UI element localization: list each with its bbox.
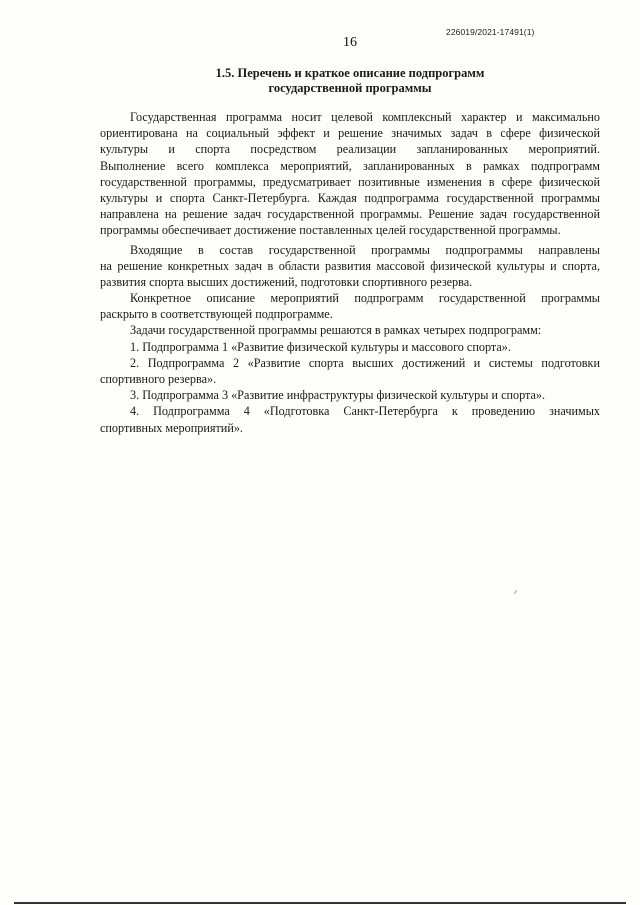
paragraph-2-line: развития спорта высших достижений, подготовки спортивного резерва. xyxy=(100,274,473,289)
paragraph-1-line: культуры и спорта Санкт-Петербурга. Каждая подпрограмма государственной программы xyxy=(100,190,600,205)
paragraph-1-line: Выполнение всего комплекса мероприятий, запланированных в рамках подпрограмм xyxy=(100,158,600,173)
paragraph-1-line: направлена на решение задач государственной программы. Решение задач государственной xyxy=(100,207,600,222)
heading-line-2: государственной программы xyxy=(268,81,432,95)
scan-speck xyxy=(514,590,517,594)
list-item: 3. Подпрограмма 3 «Развитие инфраструктуры физической культуры и спорта». xyxy=(130,388,546,403)
page-bottom-edge xyxy=(14,902,626,904)
list-item: 1. Подпрограмма 1 «Развитие физической культуры и массового спорта». xyxy=(130,339,511,354)
list-item-continuation: спортивных мероприятий». xyxy=(100,420,243,435)
paragraph-4-line: Задачи государственной программы решаются в рамках четырех подпрограмм: xyxy=(130,323,542,338)
paragraph-1-line: государственной программы, предусматривает позитивные изменения в сфере физической xyxy=(100,174,600,189)
heading-line-1: 1.5. Перечень и краткое описание подпрограмм xyxy=(215,66,485,80)
paragraph-3-line: раскрыто в соответствующей подпрограмме. xyxy=(100,307,333,322)
paragraph-1-line: Государственная программа носит целевой комплексный характер и максимально xyxy=(130,110,600,124)
paragraph-1-line: культуры и спорта посредством реализации запланированных мероприятий. xyxy=(100,142,600,157)
list-item-continuation: спортивного резерва». xyxy=(100,372,217,386)
section-heading xyxy=(100,66,600,96)
paragraph-2-line: на решение конкретных задач в области развития массовой физической культуры и спорта, xyxy=(100,258,600,273)
list-item: 2. Подпрограмма 2 «Развитие спорта высших достижений и системы подготовки xyxy=(130,355,600,370)
paragraph-1-line: ориентирована на социальный эффект и решение значимых задач в сфере физической xyxy=(100,126,600,141)
list-item: 4. Подпрограмма 4 «Подготовка Санкт-Петербурга к проведению значимых xyxy=(130,404,600,419)
paragraph-2-line: Входящие в состав государственной программы подпрограммы направлены xyxy=(130,242,600,257)
paragraph-3-line: Конкретное описание мероприятий подпрограмм государственной программы xyxy=(130,291,600,306)
paragraph-1-line: программы обеспечивает достижение поставленных целей государственной программы. xyxy=(100,223,561,238)
document-id: 226019/2021-17491(1) xyxy=(446,27,535,37)
section-body xyxy=(100,109,600,436)
page-number: 16 xyxy=(343,35,357,50)
